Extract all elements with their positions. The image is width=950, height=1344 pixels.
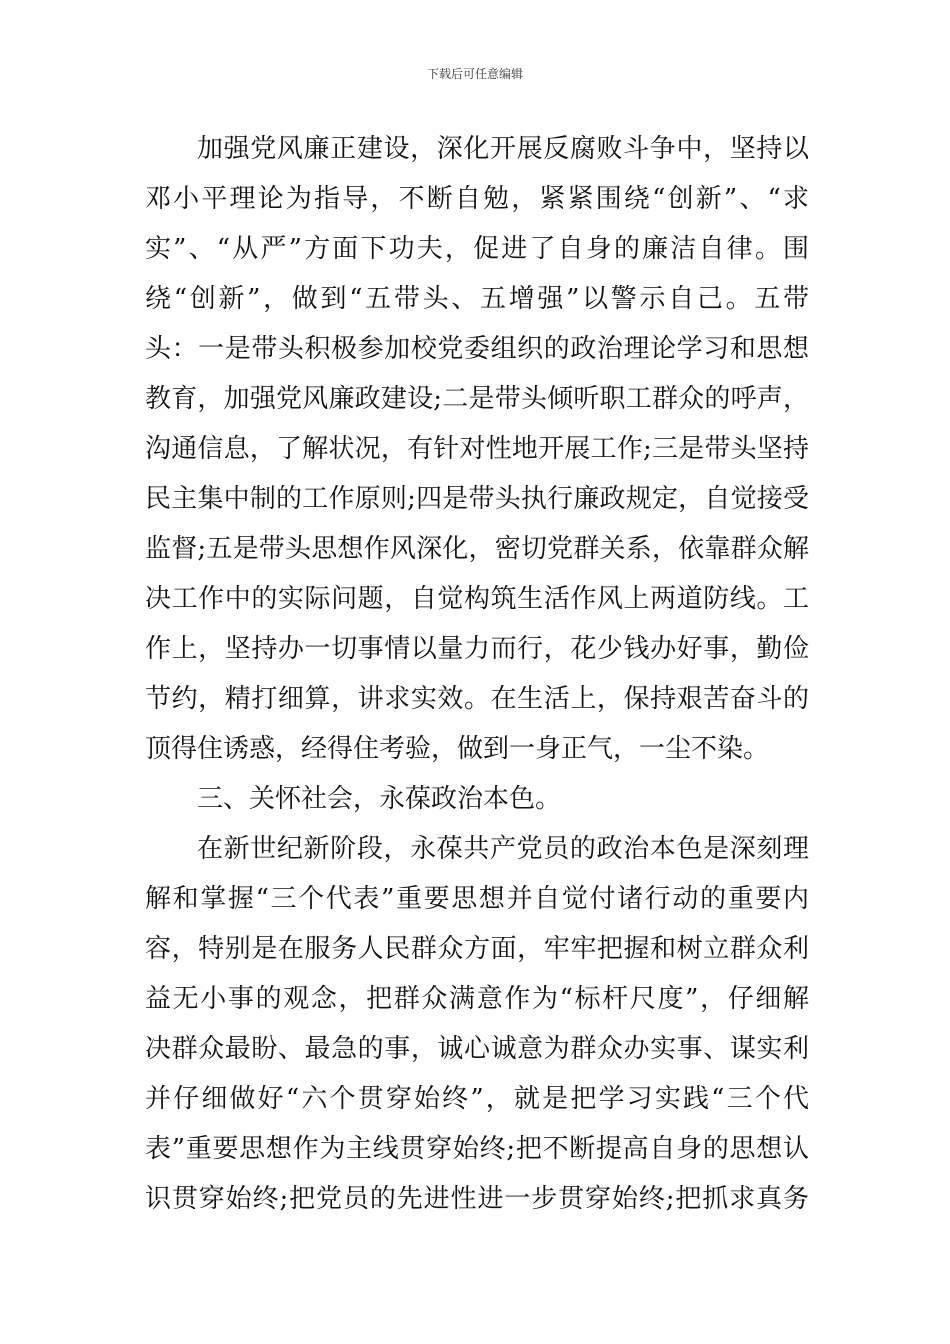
paragraph-1-line: 邓小平理论为指导，不断自勉，紧紧围绕“创新”、“求: [145, 184, 809, 214]
paragraph-1-line: 顶得住诱惑，经得住考验，做到一身正气，一尘不染。: [145, 734, 770, 764]
paragraph-1-line: 决工作中的实际问题，自觉构筑生活作风上两道防线。工: [145, 584, 809, 614]
body-text: [145, 124, 809, 1224]
paragraph-1-line: 监督;五是带头思想作风深化，密切党群关系，依靠群众解: [145, 534, 809, 564]
paragraph-3-line: 决群众最盼、最急的事，诚心诚意为群众办实事、谋实利: [145, 1034, 809, 1064]
page-header: 下载后可任意编辑: [426, 67, 523, 81]
paragraph-3-line: 容，特别是在服务人民群众方面，牢牢把握和树立群众利: [145, 934, 809, 964]
section-heading: 三、关怀社会，永葆政治本色。: [197, 784, 562, 814]
paragraph-1-line: 加强党风廉正建设，深化开展反腐败斗争中，坚持以: [197, 134, 809, 164]
paragraph-1-line: 教育，加强党风廉政建设;二是带头倾听职工群众的呼声，: [145, 384, 809, 414]
paragraph-1-line: 头：一是带头积极参加校党委组织的政治理论学习和思想: [145, 334, 809, 364]
paragraph-3-line: 并仔细做好“六个贯穿始终”，就是把学习实践“三个代: [145, 1084, 809, 1114]
paragraph-3-line: 识贯穿始终;把党员的先进性进一步贯穿始终;把抓求真务: [145, 1184, 809, 1214]
paragraph-3-line: 在新世纪新阶段，永葆共产党员的政治本色是深刻理: [197, 834, 809, 864]
paragraph-1-line: 民主集中制的工作原则;四是带头执行廉政规定，自觉接受: [145, 484, 809, 514]
paragraph-3-line: 益无小事的观念，把群众满意作为“标杆尺度”，仔细解: [145, 984, 809, 1014]
paragraph-1-line: 节约，精打细算，讲求实效。在生活上，保持艰苦奋斗的: [145, 684, 809, 714]
paragraph-1-line: 实”、“从严”方面下功夫，促进了自身的廉洁自律。围: [145, 234, 809, 264]
paragraph-3-line: 解和掌握“三个代表”重要思想并自觉付诸行动的重要内: [145, 884, 809, 914]
paragraph-1-line: 作上，坚持办一切事情以量力而行，花少钱办好事，勤俭: [145, 634, 809, 664]
paragraph-1-line: 绕“创新”，做到“五带头、五增强”以警示自己。五带: [145, 284, 809, 314]
paragraph-1-line: 沟通信息，了解状况，有针对性地开展工作;三是带头坚持: [145, 434, 809, 464]
paragraph-3-line: 表”重要思想作为主线贯穿始终;把不断提高自身的思想认: [145, 1134, 809, 1164]
